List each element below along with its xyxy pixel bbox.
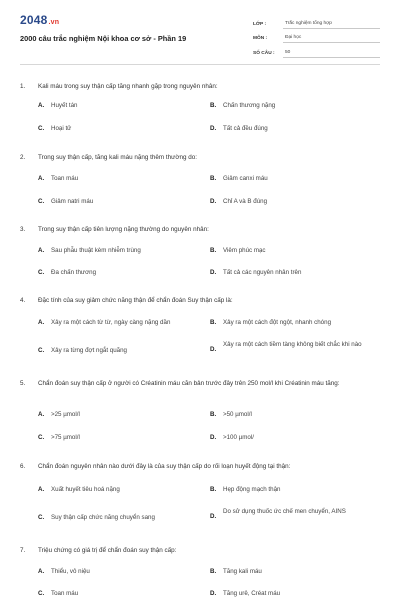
option-letter: C.: [38, 269, 45, 276]
option-text: Chấn thương nặng: [223, 102, 276, 109]
option-text: Hẹp động mạch thận: [223, 486, 281, 493]
option-text: Tăng urê, Créat máu: [223, 590, 281, 597]
question-text: Chẩn đoán nguyên nhân nào dưới đây là của suy thận cấp do rối loạn huyết động tại thận:: [38, 463, 291, 470]
question-text: Đặc tính của suy giảm chức năng thận để chẩn đoán Suy thận cấp là:: [38, 297, 233, 304]
logo-tld: .vn: [48, 19, 60, 26]
option-text: Xảy ra một cách đột ngột, nhanh chóng: [223, 319, 332, 326]
info-label: SỐ CÂU :: [253, 50, 275, 56]
option-text: >100 µmol/: [223, 434, 254, 441]
option-text: Đa chấn thương: [51, 269, 97, 276]
option-letter: D.: [210, 434, 217, 441]
option-letter: D.: [210, 125, 217, 132]
question-number: 5.: [20, 380, 26, 387]
question-text: Trong suy thận cấp, tăng kali máu nặng thêm thường do:: [38, 154, 197, 161]
option-text: Chỉ A và B đúng: [223, 198, 268, 205]
option-text: Tất cả các nguyên nhân trên: [223, 269, 302, 276]
info-label: MÔN :: [253, 36, 268, 41]
option-letter: A.: [38, 411, 45, 418]
option-letter: C.: [38, 347, 45, 354]
option-letter: A.: [38, 175, 45, 182]
option-text: Viêm phúc mạc: [223, 247, 266, 254]
info-value: 50: [283, 50, 380, 58]
info-label: LỚP :: [253, 21, 267, 27]
option-text: >25 µmol/l: [51, 411, 80, 418]
document-title: 2000 câu trắc nghiệm Nội khoa cơ sở - Phần 19: [20, 34, 187, 43]
option-text: Toan máu: [51, 175, 79, 182]
option-letter: B.: [210, 102, 217, 109]
option-letter: C.: [38, 590, 45, 597]
question-text: Trong suy thận cấp tiên lượng nặng thường do nguyên nhân:: [38, 226, 209, 233]
option-text: >75 µmol/l: [51, 434, 80, 441]
question-text: Triệu chứng có giá trị để chẩn đoán suy thận cấp:: [38, 547, 177, 554]
option-letter: D.: [210, 198, 217, 205]
option-letter: C.: [38, 434, 45, 441]
option-letter: A.: [38, 486, 45, 493]
info-value: Đại học: [283, 35, 380, 43]
option-letter: C.: [38, 198, 45, 205]
option-text: Xảy ra một cách từ từ, ngày càng nặng dần: [51, 319, 171, 326]
question-number: 6.: [20, 463, 26, 470]
option-text: Xảy ra từng đợt ngắt quãng: [51, 347, 127, 354]
option-text: Do sử dụng thuốc ức chế men chuyển, AINS: [223, 508, 346, 515]
option-letter: B.: [210, 319, 217, 326]
option-text: Huyết tán: [51, 102, 78, 109]
option-letter: B.: [210, 568, 217, 575]
option-letter: B.: [210, 486, 217, 493]
option-text: Sau phẫu thuật kèm nhiễm trùng: [51, 247, 141, 254]
option-letter: D.: [210, 269, 217, 276]
option-text: Thiểu, vô niệu: [51, 568, 90, 575]
option-text: >50 µmol/l: [223, 411, 252, 418]
option-letter: A.: [38, 102, 45, 109]
option-letter: A.: [38, 319, 45, 326]
option-letter: A.: [38, 247, 45, 254]
option-text: Xuất huyết tiêu hoá nặng: [51, 486, 120, 493]
option-letter: D.: [210, 346, 217, 353]
question-number: 1.: [20, 83, 26, 90]
question-number: 7.: [20, 547, 26, 554]
option-text: Toan máu: [51, 590, 79, 597]
option-letter: C.: [38, 125, 45, 132]
option-text: Hoại tử: [51, 125, 72, 132]
option-letter: B.: [210, 411, 217, 418]
question-text: Chẩn đoán suy thận cấp ở người có Créatinin máu căn bản trước đây trên 250 mol/l khi Créatinin máu tăng:: [38, 380, 340, 387]
question-number: 2.: [20, 154, 26, 161]
option-text: Tất cả đều đúng: [223, 125, 268, 132]
question-text: Kali máu trong suy thận cấp tăng nhanh gặp trong nguyên nhân:: [38, 83, 218, 90]
option-letter: B.: [210, 247, 217, 254]
option-letter: A.: [38, 568, 45, 575]
option-text: Xảy ra một cách tiềm tàng không biết chắc khi nào: [223, 341, 362, 348]
option-letter: B.: [210, 175, 217, 182]
option-letter: D.: [210, 513, 217, 520]
option-text: Giảm natri máu: [51, 198, 94, 205]
info-value: Trắc nghiệm tổng hợp: [283, 21, 380, 29]
option-letter: C.: [38, 514, 45, 521]
option-text: Tăng kali máu: [223, 568, 262, 575]
question-number: 4.: [20, 297, 26, 304]
question-number: 3.: [20, 226, 26, 233]
option-text: Suy thận cấp chức năng chuyển sang: [51, 514, 155, 521]
option-letter: D.: [210, 590, 217, 597]
option-text: Giảm canxi máu: [223, 175, 268, 182]
logo-number: 2048: [20, 13, 48, 27]
